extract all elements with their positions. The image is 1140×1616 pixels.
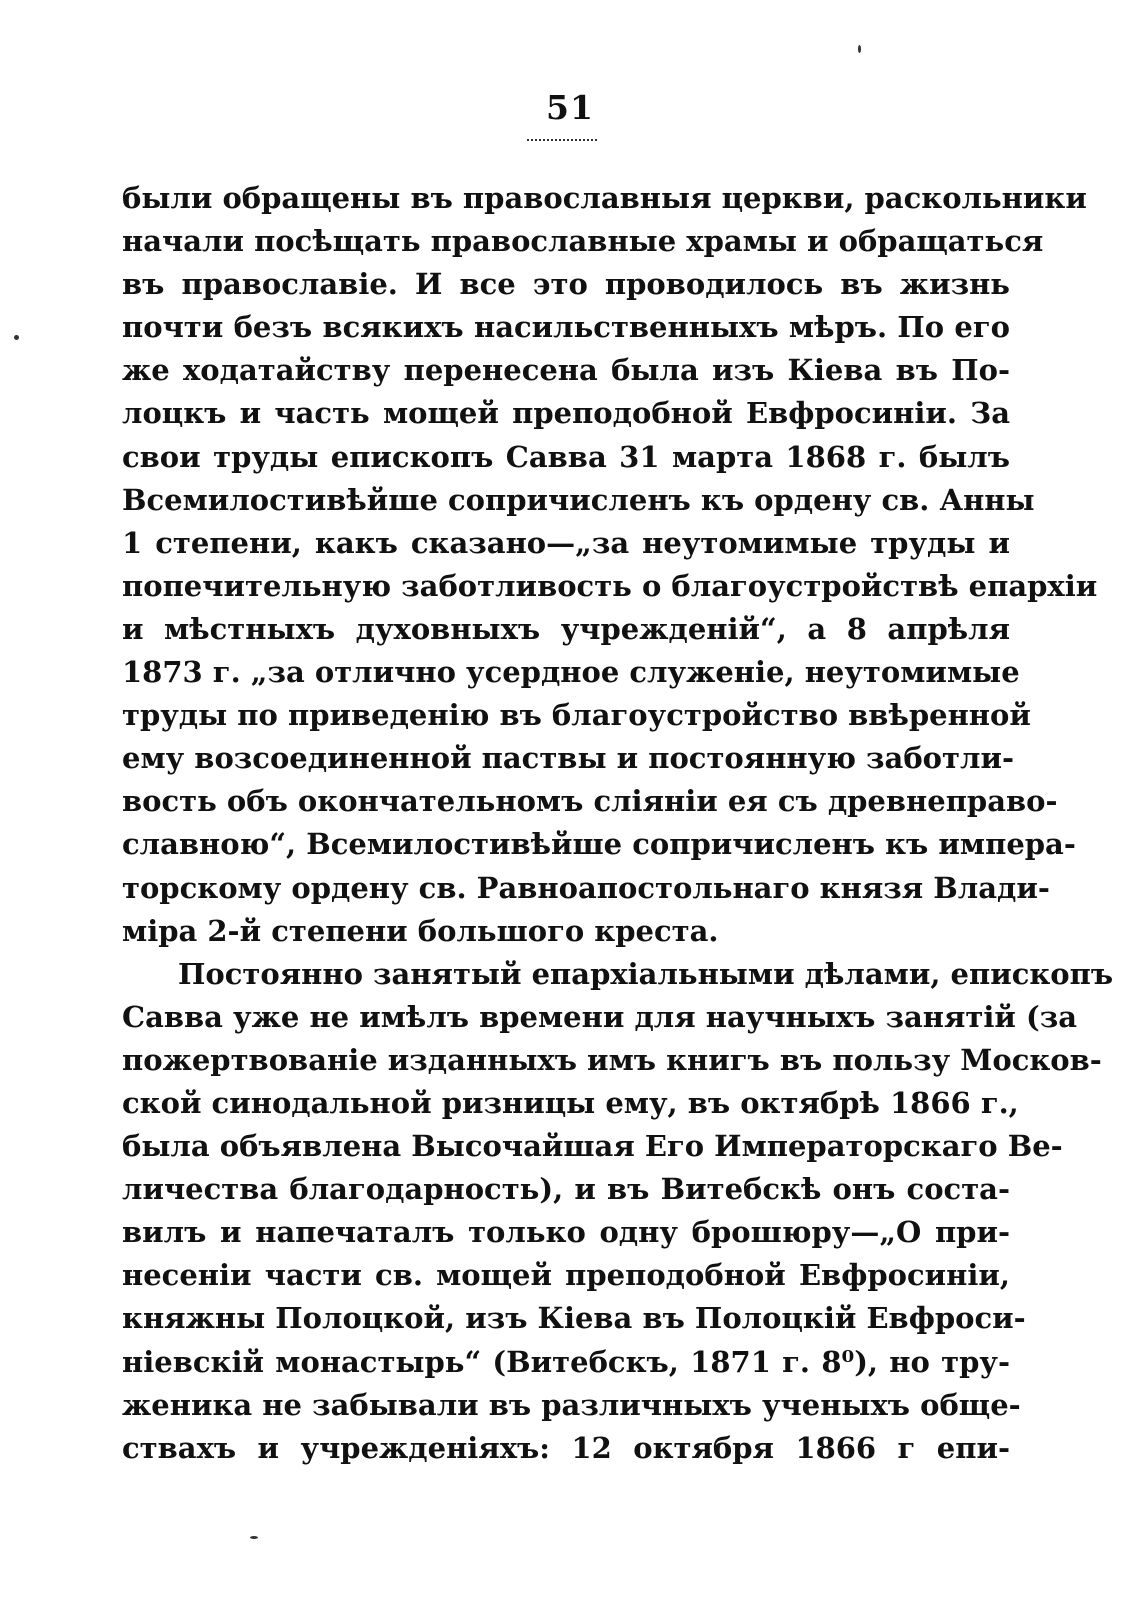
text-line: Всемилостивѣйше сопричисленъ къ ордену св. Анны: [122, 482, 1035, 517]
page-number-rule: [527, 139, 597, 141]
text-line: попечительную заботливость о благоустройствѣ епархіи: [122, 568, 1098, 603]
text-line: и мѣстныхъ духовныхъ учрежденій“, а 8 апрѣля: [122, 611, 1010, 646]
text-line: женика не забывали въ различныхъ ученыхъ обще-: [122, 1387, 1021, 1422]
text-line: ему возсоединенной паствы и постоянную заботли-: [122, 741, 1014, 776]
text-line: Постоянно занятый епархіальными дѣлами, епископъ: [178, 956, 1114, 991]
text-line: была объявлена Высочайшая Его Императорскаго Ве-: [122, 1129, 1063, 1164]
text-line: труды по приведенію въ благоустройство ввѣренной: [122, 698, 1031, 733]
text-line: же ходатайству перенесена была изъ Кіева въ По-: [122, 353, 1010, 388]
text-line: почти безъ всякихъ насильственныхъ мѣръ. По его: [122, 310, 1010, 345]
scan-speck: [858, 45, 861, 53]
text-line: Савва уже не имѣлъ времени для научныхъ занятій (за: [122, 999, 1078, 1034]
body-text: [122, 177, 1114, 1470]
text-line: свои труды епископъ Савва 31 марта 1868 г. былъ: [122, 439, 1010, 474]
text-line: лоцкъ и часть мощей преподобной Евфросиніи. За: [122, 396, 1010, 431]
text-line: міра 2-й степени большого креста.: [122, 913, 719, 948]
text-line: ніевскій монастырь“ (Витебскъ, 1871 г. 8⁰), но тру-: [122, 1344, 1010, 1379]
text-line: начали посѣщать православные храмы и обращаться: [122, 224, 1044, 259]
text-line: были обращены въ православныя церкви, раскольники: [122, 181, 1087, 215]
text-line: ской синодальной ризницы ему, въ октябрѣ 1866 г.,: [122, 1085, 1019, 1120]
text-line: торскому ордену св. Равноапостольнаго князя Влади-: [122, 870, 1050, 905]
text-line: несеніи части св. мощей преподобной Евфросиніи,: [122, 1258, 1010, 1293]
text-line: личества благодарность), и въ Витебскѣ онъ соста-: [122, 1172, 1010, 1207]
text-line: ствахъ и учрежденіяхъ: 12 октября 1866 г епи-: [122, 1430, 1010, 1465]
text-line: вость объ окончательномъ сліяніи ея съ древнеправо-: [122, 784, 1058, 819]
text-line: вилъ и напечаталъ только одну брошюру—„О при-: [122, 1215, 1010, 1250]
text-line: 1873 г. „за отлично усердное служеніе, неутомимые: [122, 655, 1020, 690]
text-line: 1 степени, какъ сказано—„за неутомимые труды и: [122, 525, 1010, 560]
text-line: славною“, Всемилостивѣйше сопричисленъ къ импера-: [122, 827, 1076, 862]
text-line: въ православіе. И все это проводилось въ жизнь: [122, 267, 1010, 302]
text-line: княжны Полоцкой, изъ Кіева въ Полоцкій Евфроси-: [122, 1301, 1026, 1336]
scan-speck: [14, 335, 19, 340]
page-number: 51: [546, 88, 594, 127]
text-line: пожертвованіе изданныхъ имъ книгъ въ пользу Москов-: [122, 1042, 1102, 1077]
scan-speck: [250, 1536, 258, 1539]
